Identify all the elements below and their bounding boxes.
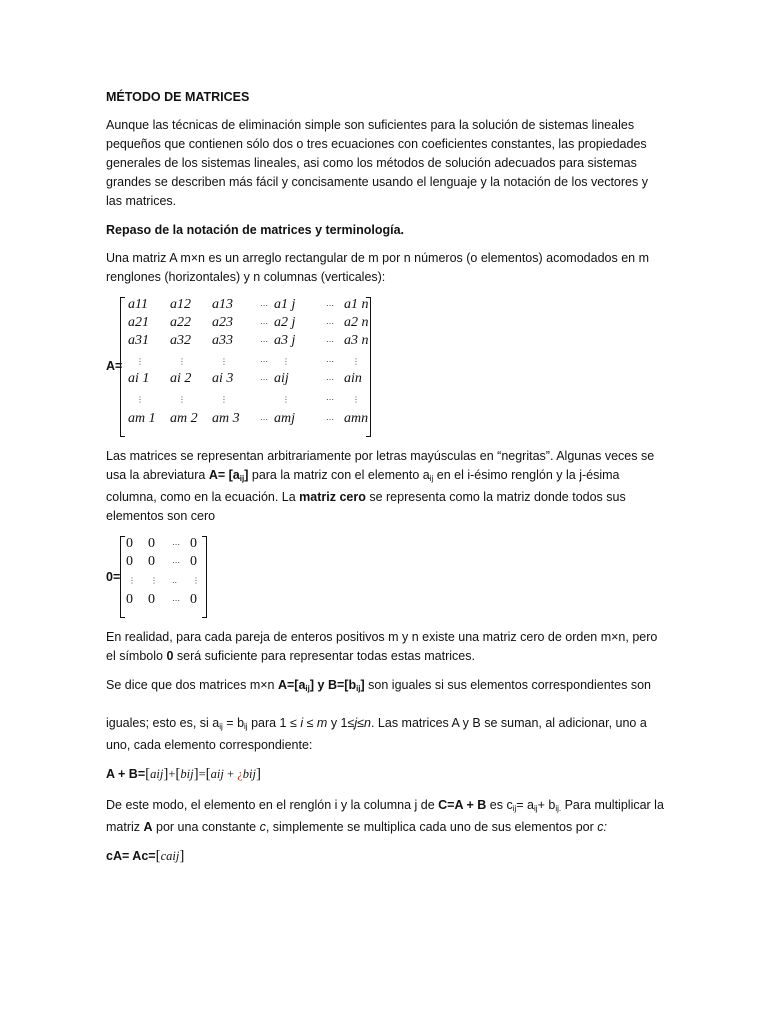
iguales-text-6: ≤ [357, 716, 365, 730]
matrix-zero-cell: ⋯ [172, 596, 180, 605]
equal-a: A=[a [277, 678, 306, 692]
matrix-a-cell: ⋯ [326, 357, 334, 366]
mult-text-2: es c [486, 798, 513, 812]
mult-sub-3: ij. [555, 804, 562, 813]
matrix-a-cell: a2 n [344, 315, 369, 330]
zero-paragraph [106, 628, 666, 666]
equal-y: y [314, 678, 328, 692]
matrix-zero-cell: 0 [126, 592, 133, 607]
mult-c2: c: [597, 820, 607, 834]
matrix-zero-cell: 0 [126, 554, 133, 569]
matrix-zero-label: 0= [106, 570, 121, 584]
mult-text-7: , simplemente se multiplica cada uno de sus elementos por [265, 820, 598, 834]
matrix-a-cell: ain [344, 371, 362, 386]
matrix-a-cell: a1 j [274, 297, 296, 312]
sum-term-4: bij [242, 767, 256, 781]
matrix-definition-paragraph: Una matriz A m×n es un arreglo rectangular de m por n números (o elementos) acomodados en m renglones (horizontales) y n columnas (verticales): [106, 251, 649, 284]
intro-paragraph: Aunque las técnicas de eliminación simple son suficientes para la solución de sistemas lineales pequeños que contienen sólo dos o tres ecuaciones con coeficientes constantes, las propiedades generales de los sistemas lineales, asi como los métodos de solución adecuados para sistemas grandes se describen más fácil y concisamente usando el lenguaje y la notación de los vectores y las matrices. [106, 118, 648, 208]
matrix-a-cell: amn [344, 411, 369, 426]
sum-term-3: aij [210, 767, 224, 781]
matrix-a-cell: ⋯ [260, 301, 268, 310]
matrix-a-cell: a32 [170, 333, 191, 348]
matrix-a-cell: a13 [212, 297, 233, 312]
matrix-zero-cell: 0 [190, 536, 197, 551]
document-page [106, 88, 666, 876]
matrix-a-cell: ⋮ [178, 395, 186, 404]
iguales-paragraph [106, 714, 666, 755]
sum-plus-1: + [168, 767, 176, 781]
matrix-zero-right-bracket [202, 536, 207, 618]
equal-text-2: son iguales si sus elementos correspondientes son [364, 678, 651, 692]
iguales-sub-2: ij [244, 722, 248, 731]
matrix-a-cell: a21 [128, 315, 149, 330]
notation-abbr-sub: ij [239, 474, 245, 483]
scalar-label: cA= Ac= [106, 849, 156, 863]
sum-term-1: aij [150, 767, 164, 781]
matrix-zero-cell: ⋯ [172, 540, 180, 549]
notation-abbr-close: ] [244, 468, 249, 482]
iguales-i: i [300, 716, 304, 730]
notation-elem-sub: ij [429, 474, 434, 483]
equal-a-sub: ij [305, 684, 310, 693]
sum-formula: A + B=[aij]+[bij]=[aij + ¿bij] [106, 766, 261, 782]
matrix-a-cell: ⋮ [352, 357, 360, 366]
matrix-a-cell: a22 [170, 315, 191, 330]
matrix-a-cell: a11 [128, 297, 148, 312]
matrix-a-cell: a23 [212, 315, 233, 330]
sum-plus-2: + [223, 767, 238, 781]
sum-term-2: bij [180, 767, 194, 781]
equal-a-close: ] [309, 678, 315, 692]
mult-text-4: + b [537, 798, 556, 812]
matrix-a-cell: ⋯ [326, 301, 334, 310]
matrix-zero-cell: 0 [190, 592, 197, 607]
multiplication-paragraph [106, 796, 666, 837]
matrix-a-cell: ⋯ [260, 337, 268, 346]
matrix-a-cell: ⋯ [326, 375, 334, 384]
matrix-a-cell: ⋮ [282, 357, 290, 366]
iguales-text-1: iguales; esto es, si a [106, 716, 220, 730]
mult-text-1: De este modo, el elemento en el renglón i y la columna j de [106, 798, 439, 812]
matrix-zero-cell: ⋮ [128, 576, 136, 585]
matrix-a-cell: ⋯ [326, 337, 334, 346]
equal-b-sub: ij [356, 684, 361, 693]
matrix-a-cell: ⋯ [326, 319, 334, 328]
mult-sub-2: ij [534, 804, 538, 813]
iguales-text-3: para 1 ≤ [247, 716, 301, 730]
matrix-a-cell: ⋯ [326, 395, 334, 404]
matrix-a-cell: a1 n [344, 297, 369, 312]
sum-label: A + B= [106, 767, 146, 781]
matrix-a-cell: a3 j [274, 333, 296, 348]
matrix-zero-cell: 0 [148, 536, 155, 551]
matrix-a-cell: ⋯ [260, 375, 268, 384]
notation-text-1: Las matrices se representan arbitrariamente por letras mayúsculas en “negritas”. Algunas veces se usa la abreviatura [106, 449, 655, 482]
matrix-a-cell: ⋮ [352, 395, 360, 404]
sum-equals: = [198, 767, 206, 781]
matrix-a-cell: a2 j [274, 315, 296, 330]
iguales-text-4: ≤ [303, 716, 317, 730]
notation-text-2: para la matriz con el elemento a [248, 468, 430, 482]
zero-text-2: será suficiente para representar todas estas matrices. [173, 649, 475, 663]
matrix-a [106, 297, 666, 437]
mult-text-5: Para multiplicar la matriz [106, 798, 664, 834]
matrix-a-label: A= [106, 359, 123, 373]
matrix-zero-cell: 0 [190, 554, 197, 569]
zero-matrix-term: matriz cero [299, 490, 366, 504]
scalar-term: caij [160, 849, 180, 863]
mult-a: A [143, 820, 153, 834]
matrix-a-cell: ⋮ [178, 357, 186, 366]
iguales-text-5: y 1≤ [327, 716, 355, 730]
matrix-a-cell: ⋮ [220, 357, 228, 366]
section-subtitle: Repaso de la notación de matrices y terminología. [106, 223, 404, 237]
document-title: MÉTODO DE MATRICES [106, 90, 250, 104]
matrix-zero-cell: ⋮ [150, 576, 158, 585]
zero-text-1: En realidad, para cada pareja de enteros positivos m y n existe una matriz cero de orden m×n, pero el símbolo [106, 630, 658, 663]
matrix-a-cell: amj [274, 411, 295, 426]
mult-c: c [259, 820, 266, 834]
matrix-a-cell: am 2 [170, 411, 198, 426]
matrix-a-cell: a3 n [344, 333, 369, 348]
matrix-a-cell: ⋮ [136, 357, 144, 366]
matrix-a-cell: ai 3 [212, 371, 234, 386]
mult-c-equals: C=A + B [438, 798, 487, 812]
matrix-a-cell: ⋮ [220, 395, 228, 404]
matrix-a-cell: ⋯ [260, 415, 268, 424]
equal-text-1: Se dice que dos matrices m×n [106, 678, 278, 692]
matrix-a-cell: ⋮ [282, 395, 290, 404]
matrix-a-cell: ai 2 [170, 371, 192, 386]
matrix-a-cell: ai 1 [128, 371, 150, 386]
notation-text-4: se representa como la matriz donde todos sus elementos son cero [106, 490, 626, 523]
matrix-a-cell: ⋯ [260, 357, 268, 366]
iguales-text-7: . Las matrices A y B se suman, al adicionar, uno a uno, cada elemento correspondiente: [106, 716, 647, 752]
sum-unknown-glyph: ¿ [237, 767, 243, 781]
matrix-a-cell: ⋯ [260, 319, 268, 328]
zero-symbol: 0 [166, 649, 174, 663]
matrix-zero-cell: 0 [148, 554, 155, 569]
matrix-a-cell: ⋯ [326, 415, 334, 424]
scalar-formula: cA= Ac=[caij] [106, 848, 185, 864]
equality-paragraph [106, 676, 666, 698]
matrix-zero-cell: .. [172, 576, 178, 585]
mult-text-6: por una constante [152, 820, 260, 834]
matrix-zero-cell: 0 [126, 536, 133, 551]
iguales-sub-1: ij [219, 722, 223, 731]
matrix-a-cell: a12 [170, 297, 191, 312]
matrix-a-cell: am 3 [212, 411, 240, 426]
notation-text-3: en el i-ésimo renglón y la j-ésima columna, como en la ecuación. La [106, 468, 620, 504]
notation-abbr: A= [a [208, 468, 240, 482]
iguales-text-2: = b [222, 716, 245, 730]
mult-text-3: = a [516, 798, 535, 812]
matrix-a-cell: ⋮ [136, 395, 144, 404]
matrix-a-cell: am 1 [128, 411, 156, 426]
iguales-j: j [354, 716, 358, 730]
iguales-m: m [316, 716, 328, 730]
matrix-a-cell: a31 [128, 333, 149, 348]
notation-paragraph [106, 447, 666, 526]
matrix-zero-left-bracket [120, 536, 125, 618]
equal-b: B=[b [327, 678, 357, 692]
matrix-a-cell: aij [274, 371, 289, 386]
matrix-a-cell: a33 [212, 333, 233, 348]
matrix-zero [106, 536, 666, 618]
equal-b-close: ] [360, 678, 365, 692]
matrix-zero-cell: ⋯ [172, 558, 180, 567]
matrix-a-left-bracket [120, 297, 125, 437]
matrix-zero-cell: 0 [148, 592, 155, 607]
matrix-zero-cell: ⋮ [192, 576, 200, 585]
mult-sub-1: ij [512, 804, 517, 813]
iguales-n: n [364, 716, 371, 730]
